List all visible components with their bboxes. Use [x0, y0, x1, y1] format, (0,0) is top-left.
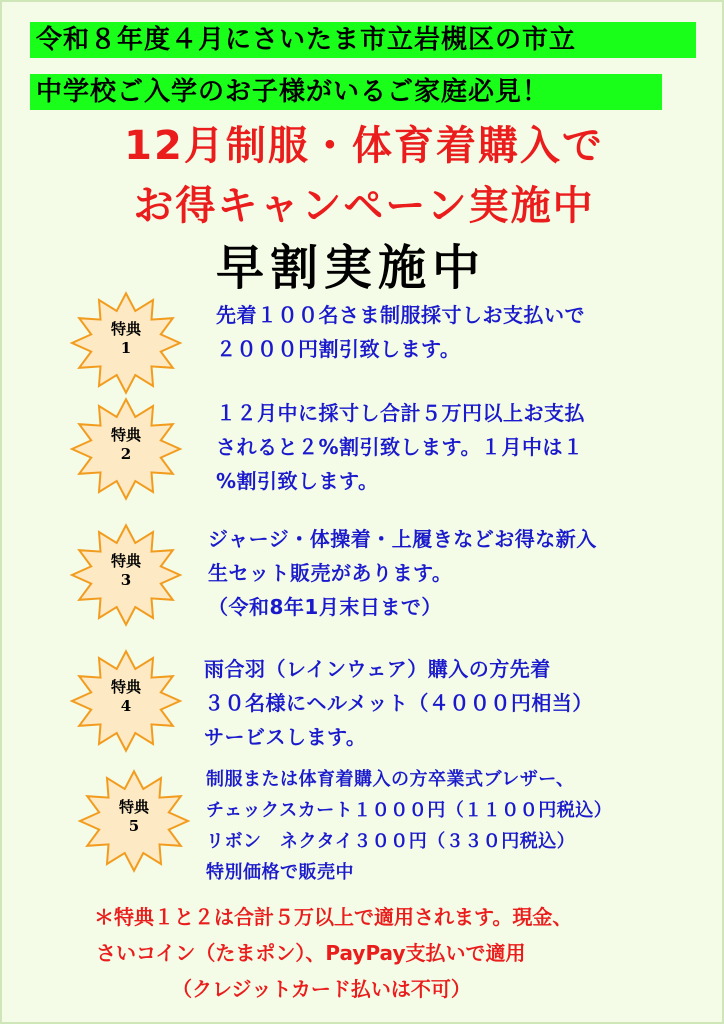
footer-note-line-3: （クレジットカード払いは不可） — [172, 977, 471, 1001]
perk-1-badge-label: 特典 1 — [110, 320, 141, 357]
perk-3-badge-label: 特典 3 — [110, 552, 141, 589]
perk-5-badge-label: 特典 5 — [118, 798, 149, 835]
perk-3-text: ジャージ・体操着・上履きなどお得な新入 生セット販売があります。 （令和8年1月末日まで） — [208, 527, 597, 619]
footer-note-line-1: ＊特典１と２は合計５万以上で適用されます。現金、 — [94, 905, 573, 929]
perk-4-text: 雨合羽（レインウェア）購入の方先着 ３０名様にヘルメット（４０００円相当） サービスします。 — [204, 657, 593, 749]
perk-2-badge — [66, 394, 186, 504]
perk-4-badge-label: 特典 4 — [110, 678, 141, 715]
perk-2-text: １２月中に採寸し合計５万円以上お支払 されると２%割引致します。１月中は１ %割引致します。 — [216, 401, 585, 493]
header-banner-line-1: 令和８年度４月にさいたま市立岩槻区の市立 — [30, 22, 696, 58]
perk-5-text: 制服または体育着購入の方卒業式ブレザー、 チェックスカート１０００円（１１００円税込） リボン ネクタイ３００円（３３０円税込） 特別価格で販売中 — [206, 769, 613, 883]
perk-3-badge — [66, 520, 186, 630]
perk-5-badge — [74, 766, 194, 876]
subheadline: 早割実施中 — [216, 240, 487, 296]
headline-line-2: お得キャンペーン実施中 — [133, 183, 595, 229]
perk-1-badge — [66, 288, 186, 398]
headline-line-1: 12月制服・体育着購入で — [124, 123, 604, 169]
header-banner-line-2: 中学校ご入学のお子様がいるご家庭必見！ — [30, 74, 662, 110]
perk-2-badge-label: 特典 2 — [110, 426, 141, 463]
perk-4-badge — [66, 646, 186, 756]
perk-1-text: 先着１００名さま制服採寸しお支払いで ２０００円割引致します。 — [216, 303, 585, 361]
footer-note-line-2: さいコイン（たまポン）、PayPay支払いで適用 — [96, 941, 526, 965]
